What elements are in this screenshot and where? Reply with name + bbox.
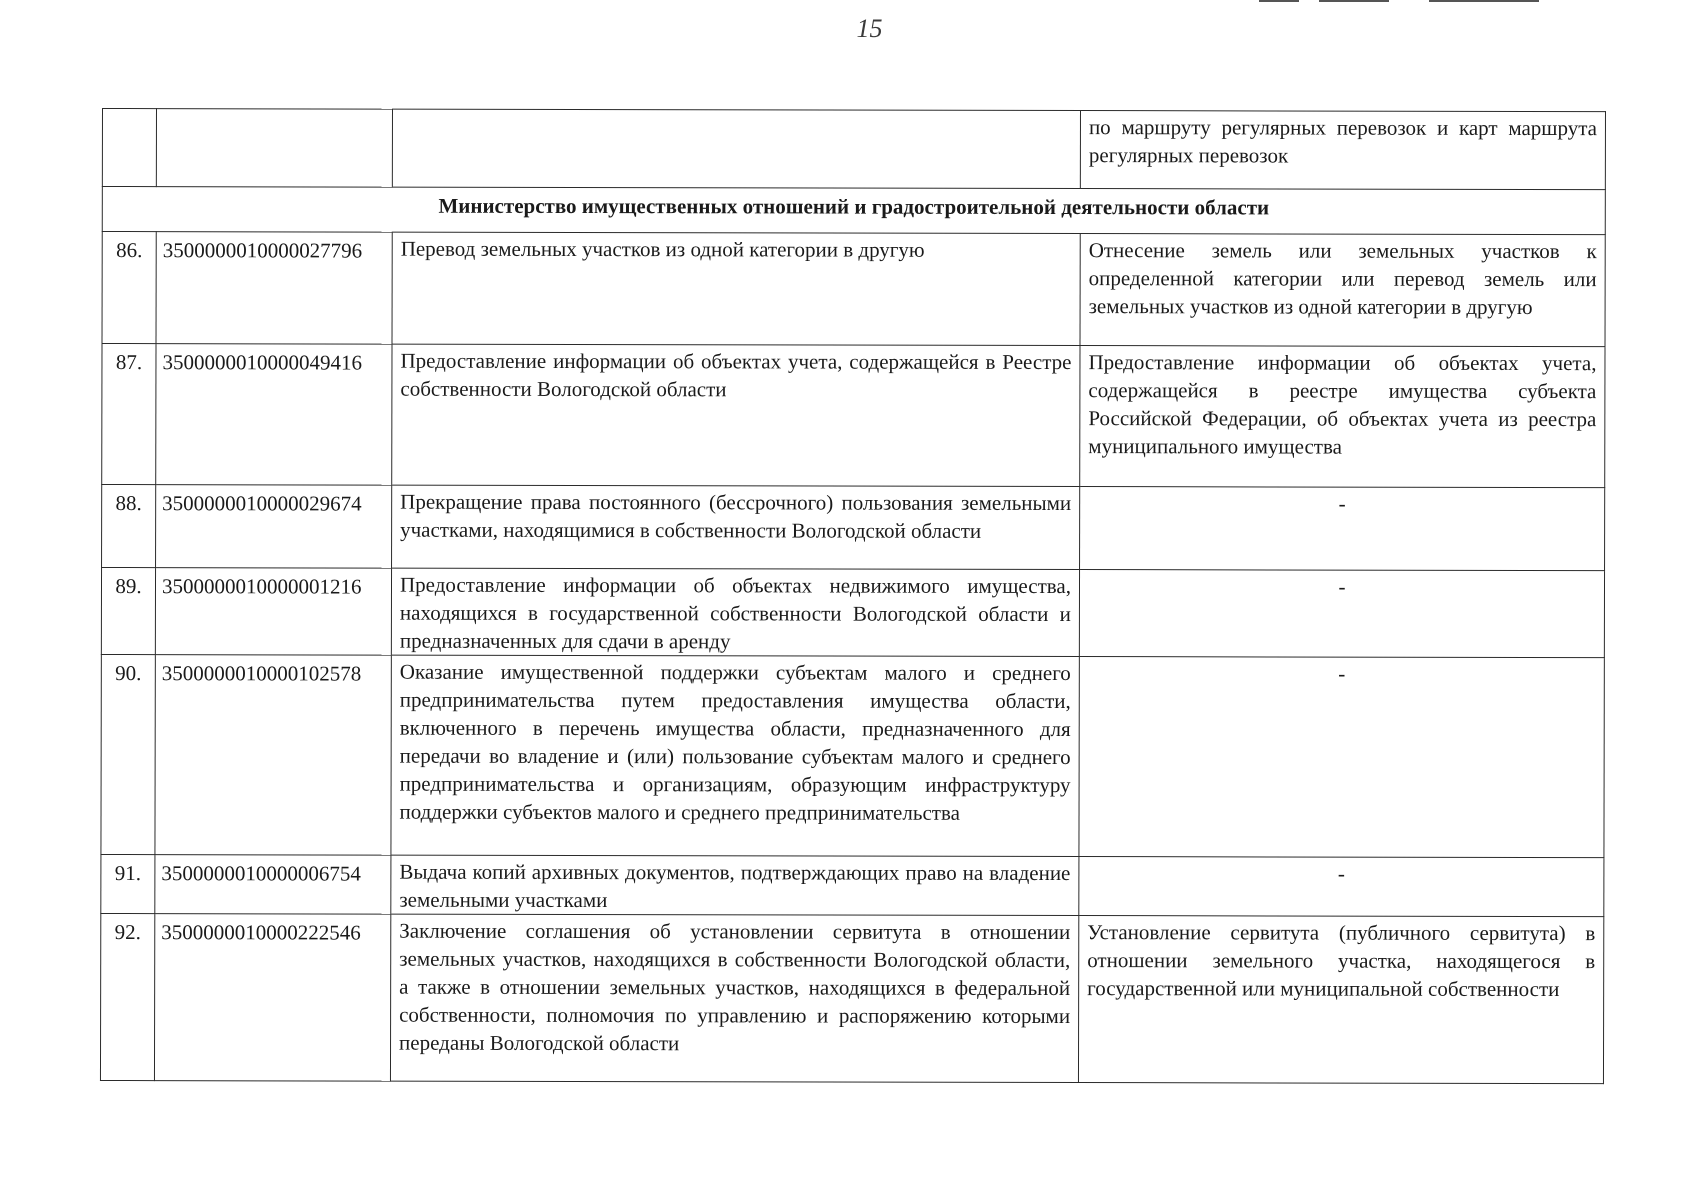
- section-header-row: [102, 187, 1605, 235]
- register-code-cell: 3500000010000006754: [155, 855, 391, 914]
- federal-service-cell: -: [1079, 857, 1604, 917]
- service-name-cell: Предоставление информации об объектах недвижимого имущества, находящихся в государственной собственности Вологодской области и предназначенных для сдачи в аренду: [391, 568, 1079, 656]
- row-number-cell: 90.: [101, 654, 155, 854]
- table-row: [102, 485, 1605, 571]
- section-title: Министерство имущественных отношений и градостроительной деятельности области: [102, 187, 1605, 235]
- service-name-cell: Предоставление информации об объектах учета, содержащейся в Реестре собственности Вологодской области: [392, 344, 1080, 486]
- row-number-cell: 87.: [102, 344, 156, 485]
- federal-service-cell: Предоставление информации об объектах учета, содержащейся в реестре имущества субъекта Российской Федерации, об объектах учета из реестра муниципального имущества: [1080, 346, 1605, 488]
- row-number-cell: 86.: [102, 232, 156, 344]
- row-number-cell: [102, 109, 156, 187]
- register-code-cell: 3500000010000102578: [155, 655, 391, 855]
- federal-service-cell: Установление сервитута (публичного сервитута) в отношении земельного участка, находящегося в государственной или муниципальной собственности: [1078, 916, 1603, 1084]
- row-number-cell: 92.: [100, 913, 154, 1080]
- scan-top-marks: [1259, 0, 1539, 4]
- page-number: 15: [856, 14, 883, 43]
- register-code-cell: 3500000010000001216: [155, 568, 391, 655]
- services-table: [100, 108, 1606, 1084]
- federal-service-cell: Отнесение земель или земельных участков к определенной категории или перевод земель или земельных участков из одной категории в другую: [1080, 234, 1605, 347]
- table-row: [101, 654, 1604, 857]
- service-name-cell: Выдача копий архивных документов, подтверждающих право на владение земельными участками: [391, 855, 1079, 915]
- row-number-cell: 91.: [101, 854, 155, 913]
- federal-service-cell: -: [1080, 487, 1605, 571]
- table-row-continuation: [102, 109, 1605, 190]
- register-code-cell: [156, 109, 392, 187]
- register-code-cell: 3500000010000222546: [154, 914, 390, 1081]
- row-number-cell: 89.: [101, 568, 155, 655]
- row-number-cell: 88.: [102, 485, 156, 568]
- service-name-cell: Прекращение права постоянного (бессрочного) пользования земельными участками, находящимися в собственности Вологодской области: [392, 485, 1080, 569]
- table-row: [102, 344, 1605, 488]
- federal-service-cell: по маршруту регулярных перевозок и карт маршрута регулярных перевозок: [1080, 111, 1605, 190]
- federal-service-cell: -: [1079, 570, 1604, 658]
- service-name-cell: Заключение соглашения об установлении сервитута в отношении земельных участков, находящихся в собственности Вологодской области, а также в отношении земельных участков, находящихся в федеральной собственности, полномочия по управлению и распоряжению которыми переданы Вологодской области: [390, 914, 1078, 1082]
- service-name-cell: [392, 109, 1080, 188]
- table-row: [101, 568, 1604, 658]
- federal-service-cell: -: [1079, 657, 1604, 858]
- table-row: [102, 232, 1605, 347]
- table-row: [101, 854, 1604, 916]
- service-name-cell: Оказание имущественной поддержки субъектам малого и среднего предпринимательства путем предоставления имущества области, включенного в перечень имущества области, предназначенного для передачи во владение и (или) пользование субъектам малого и среднего предпринимательства и организациям, образующим инфраструктуру поддержки субъектов малого и среднего предпринимательства: [391, 655, 1079, 856]
- register-code-cell: 3500000010000049416: [156, 344, 392, 485]
- service-name-cell: Перевод земельных участков из одной категории в другую: [392, 232, 1080, 345]
- table-row: [100, 913, 1603, 1083]
- register-code-cell: 3500000010000029674: [156, 485, 392, 568]
- register-code-cell: 3500000010000027796: [156, 232, 392, 344]
